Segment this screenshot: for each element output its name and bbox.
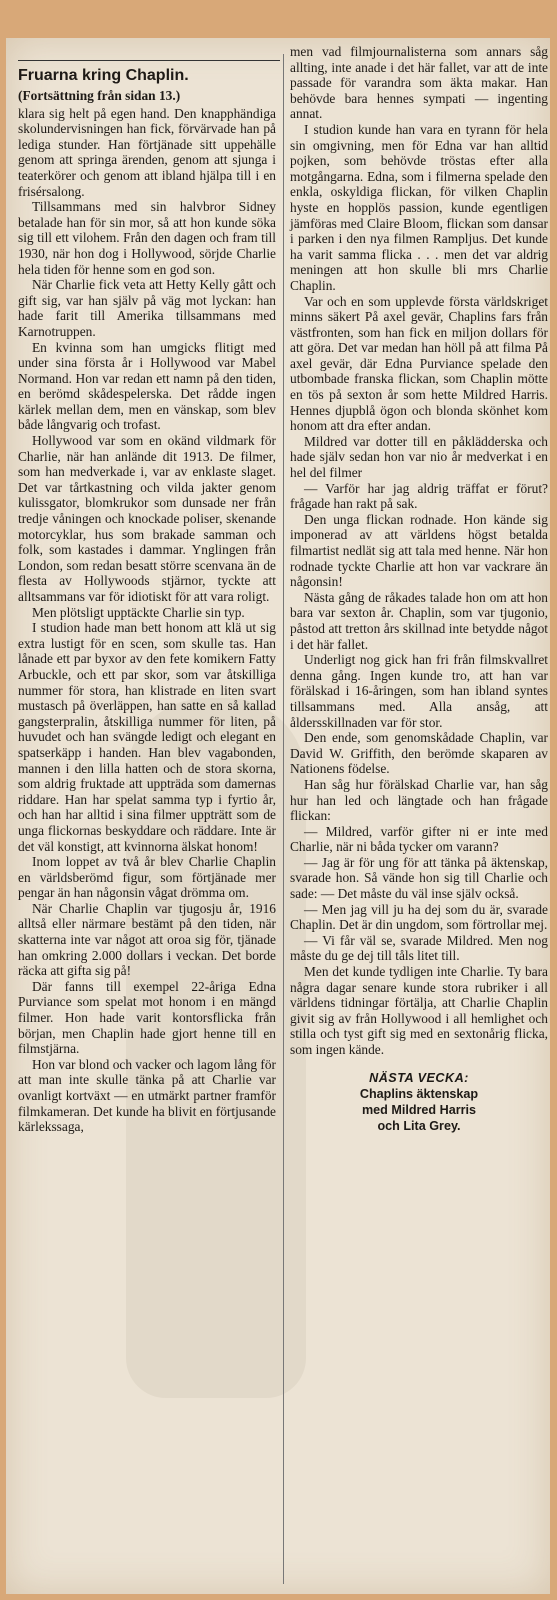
paragraph: klara sig helt på egen hand. Den knapphändiga skolundervisningen han fick, förvärvade han på lediga stunder. Han förtjänade sitt uppehälle genom att springa ärenden, genom att sjunga i teaterkörer och genom att ibland hjälpa till i en frisérsalong.	[18, 105, 276, 199]
paragraph: I studion kunde han vara en tyrann för hela sin omgivning, men för Edna var han alltid pojken, som behövde tröstas efter alla motgångarna. Edna, som i filmerna spelade den enkla, oskyldiga flickan, för vilken Chaplin hyste en hopplös passion, kunde egentligen jämföras med Claire Bloom, flickan som dansar i parken i den nya filmen Rampljus. Det kunde ha varit samma flicka . . . men det var aldrig meningen att hon skulle bli mrs Charlie Chaplin.	[290, 121, 548, 293]
newspaper-clipping	[6, 38, 550, 1594]
next-week-label: NÄSTA VECKA:	[369, 1070, 469, 1085]
paragraph: — Varför har jag aldrig träffat er förut? frågade han rakt på sak.	[290, 480, 548, 512]
headline-rule	[18, 60, 280, 61]
next-week-line: och Lita Grey.	[377, 1118, 461, 1133]
next-week-line: med Mildred Harris	[361, 1102, 477, 1117]
paragraph: Inom loppet av två år blev Charlie Chaplin en världsberömd figur, som förtjänade mer pengar än han någonsin vågat drömma om.	[18, 854, 276, 901]
paragraph: — Men jag vill ju ha dej som du är, svarade Chaplin. Det är din ungdom, som förtrollar mej.	[290, 901, 548, 933]
paragraph: Hollywood var som en okänd vildmark för Charlie, när han anlände dit 1913. De filmer, som han medverkade i, var av enklaste slaget. Det var tårtkastning och vilda jakter genom kulissgator, blomkrukor som dunsade ner från tredje våningen och knockade poliser, skenande motorcyklar, hus som brakade samman och folk, som kastades i dammar. Ynglingen från London, som redan besatt större scenvana än de flesta av Hollywoods stjärnor, tyckte att alltsammans var för idiotiskt för att vara roligt.	[18, 433, 276, 604]
paragraph: När Charlie fick veta att Hetty Kelly gått och gift sig, var han själv på väg mot lyckan: han hade farit till Amerika tillsammans med Karnotruppen.	[18, 277, 276, 339]
paragraph: Nästa gång de råkades talade hon om att hon bara var sexton år. Chaplin, som var tjugonio, påstod att tretton års skillnad inte betydde något i det här fallet.	[290, 589, 548, 652]
paragraph: Den ende, som genomskådade Chaplin, var David W. Griffith, den berömde skaparen av Nationens födelse.	[290, 730, 548, 777]
paragraph: Den unga flickan rodnade. Hon kände sig imponerad av att världens högst betalda filmartist nedlät sig att tala med henne. När hon rodnade tyckte Charlie att hon var vackrare än någonsin!	[290, 511, 548, 590]
paragraph: Men plötsligt upptäckte Charlie sin typ.	[32, 604, 245, 620]
paragraph: Hon var blond och vacker och lagom lång för att man inte skulle tänka på att Charlie var ovanligt kortväxt — en utmärkt partner framför filmkameran. Det kunde ha blivit en förtjusande kärlekssaga,	[18, 1056, 276, 1135]
paragraph: — Mildred, varför gifter ni er inte med Charlie, när ni båda tycker om varann?	[290, 823, 548, 855]
paragraph: Var och en som upplevde första världskriget minns säkert På axel gevär, Chaplins fars från västfronten, som han fick en miljon dollars för att göra. Det var medan han höll på att filma På axel gevär, där Edna Purviance spelade den utbombade franska flickan, som Chaplin mötte en tös på sexton år som hette Mildred Harris. Hennes djupblå ögon och blonda skönhet kom honom att dra efter andan.	[290, 293, 548, 434]
paragraph: men vad filmjournalisterna som annars såg allting, inte anade i det här fallet, var att de inte passade för varandra som äkta makar. Han behövde bara hennes sympati — ingenting annat.	[290, 44, 548, 122]
paragraph: I studion hade man bett honom att klä ut sig extra lustigt för en scen, som skulle tas. Han lånade ett par byxor av den fete komikern Fatty Arbuckle, och ett par skor, som var åtskilliga nummer för stora, han klistrade en liten svart mustasch på överläppen, han satte en så kallad gangsterpralin, åtskilliga nummer för liten, på huvudet och han svängde ledigt och elegant en spatserkäpp i handen. Han blev vagabonden, mannen i den lilla hatten och de stora skorna, som aldrig fruktade att uppträda som damernas riddare. Han har spelat samma typ i fyrtio år, och han har alltid i sina filmer uppträtt som de unga flickornas beskyddare och räddare. Inte är det väl konstigt, att kvinnorna älskat honom!	[18, 620, 276, 854]
paragraph: — Jag är för ung för att tänka på äktenskap, svarade hon. Så vände hon sig till Charlie och sade: — Det måste du väl inse själv också.	[290, 854, 548, 902]
article-title: Fruarna kring Chaplin.	[18, 67, 189, 84]
paragraph: Mildred var dotter till en påklädderska och hade själv sedan hon var nio år medverkat i en hel del filmer	[290, 433, 548, 481]
left-column	[18, 62, 276, 1135]
paragraph: En kvinna som han umgicks flitigt med under sina första år i Hollywood var Mabel Normand. Hon var redan ett namn på den tiden, en berömd skådespelerska. Det rådde ingen kärlek mellan dem, men en vänskap, som blev både långvarig och trofast.	[18, 339, 276, 433]
next-week-line: Chaplins äktenskap	[359, 1086, 479, 1101]
paragraph: Underligt nog gick han fri från filmskvallret denna gång. Ingen kunde tro, att han var förälskad i 16-åringen, som han ibland syntes tillsammans med. Alla ansåg, att åldersskillnaden var för stor.	[290, 652, 548, 730]
paragraph: — Vi får väl se, svarade Mildred. Men nog måste du ge dej till tåls litet till.	[290, 932, 548, 964]
column-divider	[283, 54, 284, 1584]
paragraph: Där fanns till exempel 22-åriga Edna Purviance som spelat mot honom i en mängd filmer. Hon hade varit kontorsflicka från början, men Chaplin hade gjort henne till en filmstjärna.	[18, 978, 276, 1057]
paragraph: Tillsammans med sin halvbror Sidney betalade han för sin mor, så att hon kunde söka sig till ett vilohem. Från den dagen och fram till 1930, när hon dog i Hollywood, sörjde Charlie hela tiden för henne som en god son.	[18, 199, 276, 277]
continuation-note: (Fortsättning från sidan 13.)	[18, 88, 181, 103]
paragraph: Han såg hur förälskad Charlie var, han såg hur han led och längtade och han frågade flickan:	[290, 776, 548, 824]
paragraph: När Charlie Chaplin var tjugosju år, 1916 alltså eller närmare bestämt på den tiden, när skatterna inte var något att oroa sig för, tjänade han omkring 2.000 dollars i veckan. Det borde räcka att gifta sig på!	[18, 900, 276, 979]
next-week-teaser	[290, 1070, 548, 1134]
paragraph: Men det kunde tydligen inte Charlie. Ty bara några dagar senare kunde stora rubriker i all världens tidningar förtälja, att Charlie Chaplin givit sig av från Hollywood i all hemlighet och stilla och tyst gift sig med en sextonårig flicka, som ingen kände.	[290, 964, 548, 1057]
right-column	[290, 44, 548, 1134]
